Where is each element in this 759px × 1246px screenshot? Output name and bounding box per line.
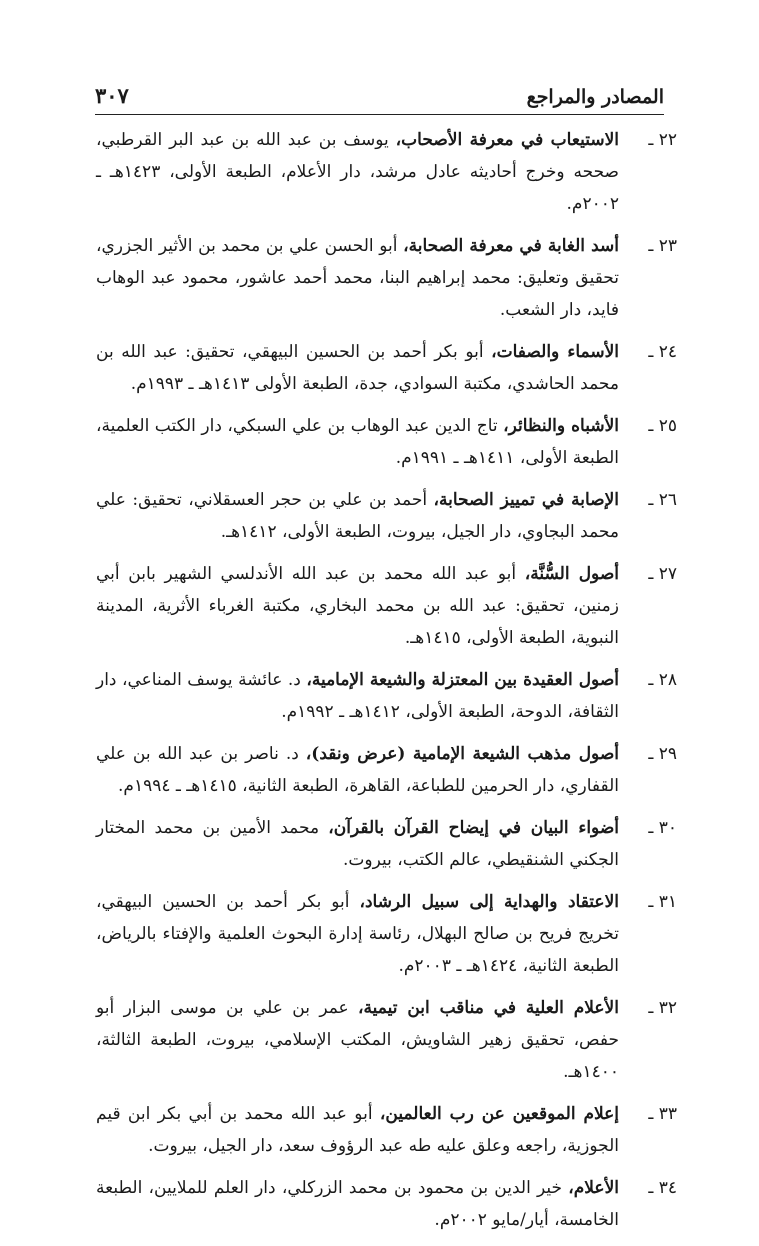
entry-number: ٢٨ ـ <box>648 670 677 690</box>
entry-title: أصول السُّنَّة، <box>524 564 620 584</box>
entry-number: ٢٩ ـ <box>648 744 677 764</box>
entry-number: ٢٥ ـ <box>648 416 677 436</box>
reference-entry <box>96 230 677 326</box>
reference-entry <box>96 124 677 220</box>
entry-title: أصول مذهب الشيعة الإمامية (عرض ونقد)، <box>305 744 619 764</box>
entry-title: أضواء البيان في إيضاح القرآن بالقرآن، <box>328 818 619 838</box>
reference-entry <box>96 886 677 982</box>
entry-details: أبو بكر أحمد بن الحسين البيهقي، تحقيق: عبد الله بن محمد الحاشدي، مكتبة السوادي، جدة، الطبعة الأولى ١٤١٣هـ ـ ١٩٩٣م. <box>96 342 619 394</box>
header-rule <box>95 114 664 115</box>
entry-title: أصول العقيدة بين المعتزلة والشيعة الإمامية، <box>306 670 619 690</box>
entry-number: ٢٢ ـ <box>648 130 677 150</box>
entry-number: ٣٢ ـ <box>648 998 677 1018</box>
entry-details: عمر بن علي بن موسى البزار أبو حفص، تحقيق زهير الشاويش، المكتب الإسلامي، بيروت، الطبعة الثالثة، ١٤٠٠هـ. <box>96 998 619 1082</box>
references-list <box>96 124 677 1246</box>
entry-details: أحمد بن علي بن حجر العسقلاني، تحقيق: علي محمد البجاوي، دار الجيل، بيروت، الطبعة الأولى، ١٤١٢هـ. <box>96 490 619 542</box>
reference-entry <box>96 484 677 548</box>
entry-details: تاج الدين عبد الوهاب بن علي السبكي، دار الكتب العلمية، الطبعة الأولى، ١٤١١هـ ـ ١٩٩١م. <box>96 416 619 468</box>
entry-title: الاعتقاد والهداية إلى سبيل الرشاد، <box>359 892 619 912</box>
entry-details: خير الدين بن محمود بن محمد الزركلي، دار العلم للملايين، الطبعة الخامسة، أيار/مايو ٢٠٠٢م. <box>96 1178 619 1230</box>
header-title: المصادر والمراجع <box>526 86 664 108</box>
entry-title: الإصابة في تمييز الصحابة، <box>433 490 619 510</box>
reference-entry <box>96 812 677 876</box>
entry-text <box>96 1098 619 1162</box>
entry-title: الأعلام العلية في مناقب ابن تيمية، <box>358 998 619 1018</box>
entry-number: ٢٤ ـ <box>648 342 677 362</box>
entry-number: ٣١ ـ <box>648 892 677 912</box>
entry-title: الأشباه والنظائر، <box>503 416 619 436</box>
reference-entry <box>96 336 677 400</box>
reference-entry <box>96 410 677 474</box>
reference-entry <box>96 738 677 802</box>
entry-text <box>96 664 619 728</box>
reference-entry <box>96 1098 677 1162</box>
entry-details: د. ناصر بن عبد الله بن علي القفاري، دار الحرمين للطباعة، القاهرة، الطبعة الثانية، ١٤١٥هـ ـ ١٩٩٤م. <box>96 744 619 796</box>
entry-title: الأسماء والصفات، <box>491 342 619 362</box>
entry-text <box>96 992 619 1088</box>
entry-title: أسد الغابة في معرفة الصحابة، <box>403 236 619 256</box>
entry-number: ٣٣ ـ <box>648 1104 677 1124</box>
running-header <box>95 78 664 108</box>
entry-details: أبو بكر أحمد بن الحسين البيهقي، تخريج فريح بن صالح البهلال، رئاسة إدارة البحوث العلمية والإفتاء بالرياض، الطبعة الثانية، ١٤٢٤هـ ـ ٢٠٠٣م. <box>96 892 619 976</box>
entry-title: الأعلام، <box>568 1178 619 1198</box>
entry-number: ٢٦ ـ <box>648 490 677 510</box>
entry-number: ٢٧ ـ <box>648 564 677 584</box>
reference-entry <box>96 558 677 654</box>
entry-text <box>96 558 619 654</box>
entry-details: أبو عبد الله محمد بن أبي بكر ابن قيم الجوزية، راجعه وعلق عليه طه عبد الرؤوف سعد، دار الجيل، بيروت. <box>96 1104 619 1156</box>
reference-entry <box>96 1172 677 1236</box>
entry-text <box>96 886 619 982</box>
reference-entry <box>96 992 677 1088</box>
entry-details: يوسف بن عبد الله بن عبد البر القرطبي، صححه وخرج أحاديثه عادل مرشد، دار الأعلام، الطبعة الأولى، ١٤٢٣هـ ـ ٢٠٠٢م. <box>96 130 619 214</box>
entry-number: ٣٠ ـ <box>648 818 677 838</box>
entry-title: الاستيعاب في معرفة الأصحاب، <box>395 130 619 150</box>
entry-text <box>96 230 619 326</box>
entry-title: إعلام الموقعين عن رب العالمين، <box>379 1104 619 1124</box>
entry-text <box>96 738 619 802</box>
entry-number: ٢٣ ـ <box>648 236 677 256</box>
reference-entry <box>96 664 677 728</box>
entry-text <box>96 1172 619 1236</box>
entry-details: أبو عبد الله محمد بن عبد الله الأندلسي الشهير بابن أبي زمنين، تحقيق: عبد الله بن محمد البخاري، مكتبة الغرباء الأثرية، المدينة النبوية، الطبعة الأولى، ١٤١٥هـ. <box>96 564 619 648</box>
entry-number: ٣٤ ـ <box>648 1178 677 1198</box>
entry-text <box>96 410 619 474</box>
entry-text <box>96 484 619 548</box>
entry-details: د. عائشة يوسف المناعي، دار الثقافة، الدوحة، الطبعة الأولى، ١٤١٢هـ ـ ١٩٩٢م. <box>96 670 619 722</box>
entry-text <box>96 336 619 400</box>
page-number: ٣٠٧ <box>95 83 129 108</box>
entry-details: أبو الحسن علي بن محمد بن الأثير الجزري، تحقيق وتعليق: محمد إبراهيم البنا، محمد أحمد عاشور، محمود عبد الوهاب فايد، دار الشعب. <box>96 236 619 320</box>
entry-details: محمد الأمين بن محمد المختار الجكني الشنقيطي، عالم الكتب، بيروت. <box>96 818 619 870</box>
entry-text <box>96 812 619 876</box>
entry-text <box>96 124 619 220</box>
